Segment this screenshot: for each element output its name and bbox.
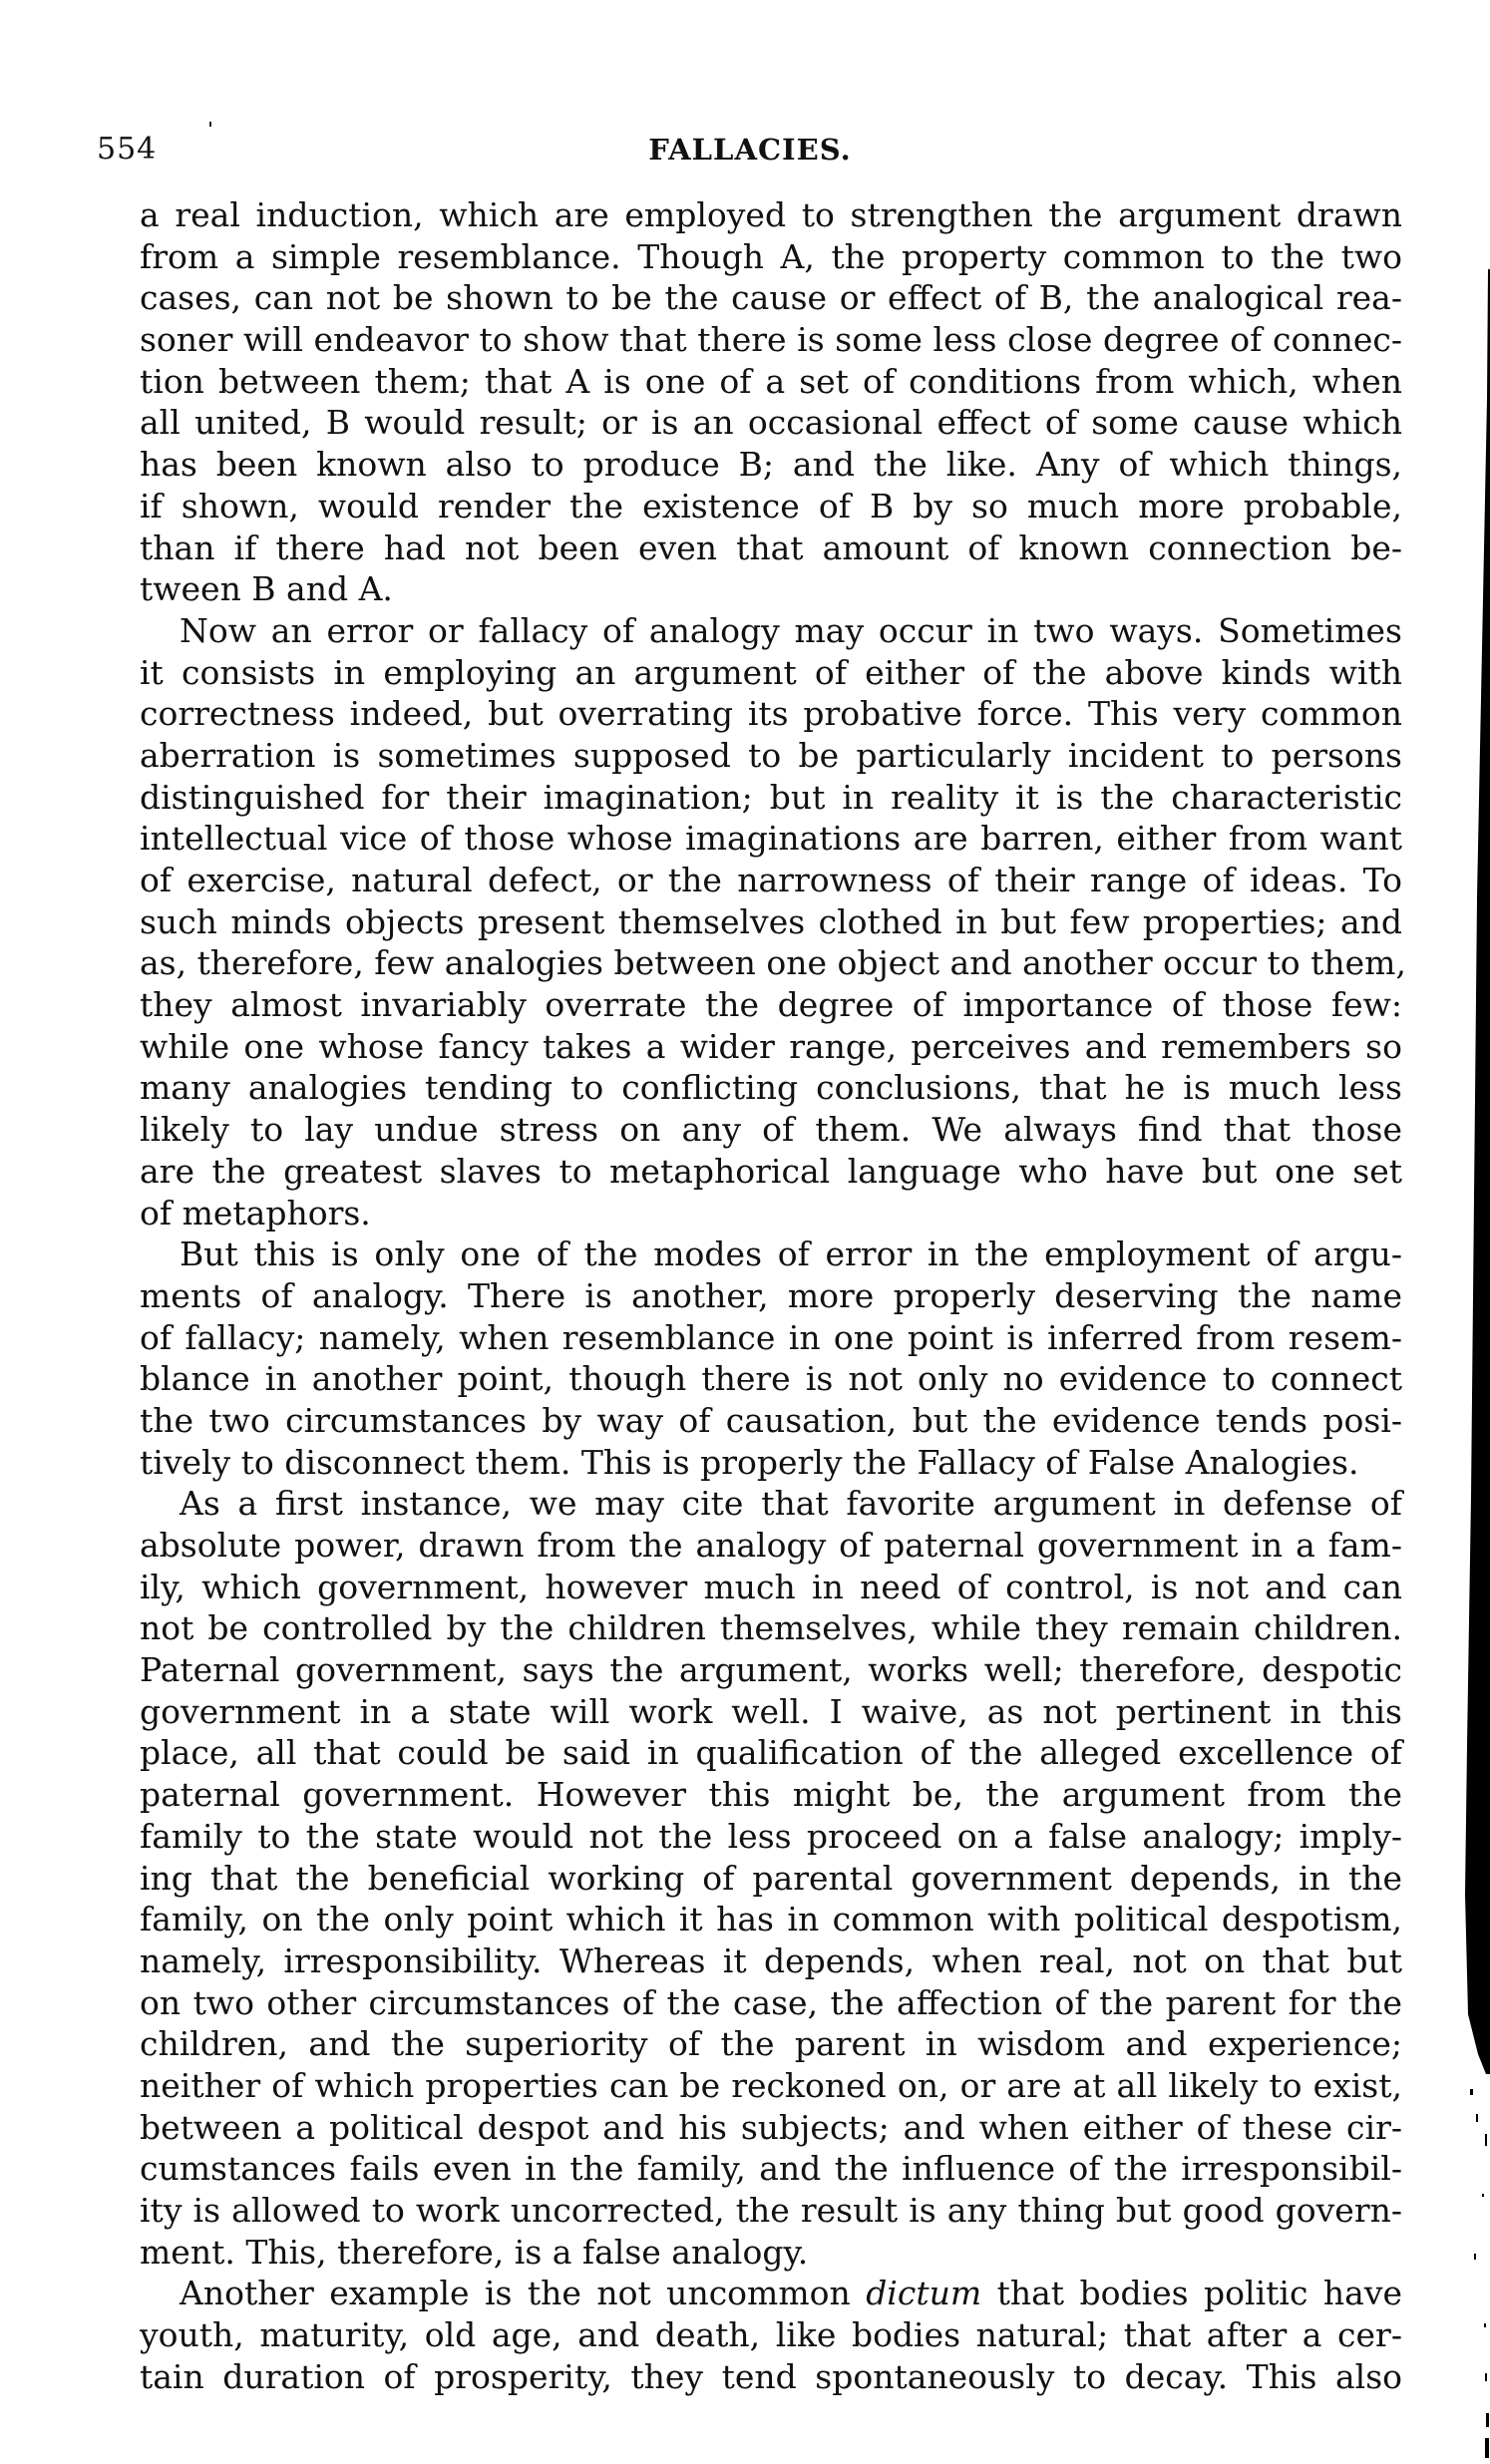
body-text [140,194,1406,2397]
text-line: as, therefore, few analogies between one object and another occur to them, [140,943,1406,983]
page-number: 554 [97,132,158,167]
text-line: between a political despot and his subjects; and when either of these cir- [140,2107,1402,2147]
text-line: neither of which properties can be reckoned on, or are at all likely to exist, [140,2065,1402,2105]
page-edge-shadow [1430,0,1490,2464]
text-line: As a first instance, we may cite that favorite argument in defense of [180,1484,1402,1524]
text-line: blance in another point, though there is not only no evidence to connect [140,1359,1402,1399]
text-line: namely, irresponsibility. Whereas it depends, when real, not on that but [140,1940,1402,1980]
text-run: Another example is the not uncommon [180,2274,867,2313]
text-line: ment. This, therefore, is a false analogy. [140,2232,809,2272]
text-line [140,2273,1402,2314]
italic-term: dictum [866,2274,982,2313]
text-line: the two circumstances by way of causation, but the evidence tends posi- [140,1400,1402,1440]
text-line: not be controlled by the children themselves, while they remain children. [140,1608,1402,1648]
text-line: absolute power, drawn from the analogy of paternal government in a fam- [140,1526,1402,1565]
text-line: on two other circumstances of the case, the affection of the parent for the [140,1982,1402,2022]
ink-speck [209,122,211,127]
text-line: all united, B would result; or is an occasional effect of some cause which [140,403,1402,443]
text-line: Paternal government, says the argument, works well; therefore, despotic [140,1650,1402,1690]
text-line: soner will endeavor to show that there is some less close degree of connec- [140,320,1402,360]
text-line: of exercise, natural defect, or the narrowness of their range of ideas. To [140,861,1402,899]
text-line: are the greatest slaves to metaphorical language who have but one set [140,1151,1402,1191]
text-line: correctness indeed, but overrating its probative force. This very common [140,694,1402,734]
text-line: of fallacy; namely, when resemblance in one point is inferred from resem- [140,1317,1402,1357]
text-run: that bodies politic have [981,2274,1402,2313]
text-line: they almost invariably overrate the degree of importance of those few: [140,985,1402,1025]
paragraph [140,1483,1402,2273]
text-line: likely to lay undue stress on any of them. We always find that those [140,1110,1402,1150]
text-line: cases, can not be shown to be the cause or effect of B, the analogical rea- [140,278,1402,318]
text-line: a real induction, which are employed to strengthen the argument drawn [140,195,1402,234]
text-line: than if there had not been even that amount of known connection be- [140,528,1402,567]
text-line: ity is allowed to work uncorrected, the result is any thing but good govern- [140,2191,1402,2230]
text-line: intellectual vice of those whose imaginations are barren, either from want [140,819,1402,859]
text-line: while one whose fancy takes a wider range, perceives and remembers so [140,1026,1402,1066]
text-line: But this is only one of the modes of error in the employment of argu- [180,1234,1402,1274]
text-line: Now an error or fallacy of analogy may occur in two ways. Sometimes [180,610,1402,650]
text-line: ily, which government, however much in need of control, is not and can [140,1567,1402,1606]
running-head [97,128,1403,172]
running-title: FALLACIES. [648,133,852,167]
text-line: place, all that could be said in qualification of the alleged excellence of [140,1733,1402,1773]
text-line: tively to disconnect them. This is properly the Fallacy of False Analogies. [140,1442,1359,1482]
text-line: cumstances fails even in the family, and the influence of the irresponsibil- [140,2149,1402,2189]
text-line: such minds objects present themselves clothed in but few properties; and [140,901,1402,941]
text-line: if shown, would render the existence of B by so much more probable, [140,486,1402,526]
text-line: paternal government. However this might be, the argument from the [140,1775,1402,1815]
paragraph [140,194,1402,610]
text-line: children, and the superiority of the parent in wisdom and experience; [140,2024,1402,2064]
paragraph [140,610,1406,1233]
paragraph [140,2273,1402,2397]
text-line: from a simple resemblance. Though A, the property common to the two [140,236,1402,276]
text-line: ing that the beneficial working of parental government depends, in the [140,1858,1402,1898]
text-line: family, on the only point which it has in common with political despotism, [140,1900,1402,1939]
text-line: has been known also to produce B; and the like. Any of which things, [140,445,1402,485]
text-line: of metaphors. [140,1193,371,1232]
text-line: family to the state would not the less proceed on a false analogy; imply- [140,1816,1402,1856]
paragraph [140,1233,1402,1483]
text-line: tain duration of prosperity, they tend spontaneously to decay. This also [140,2356,1402,2396]
text-line: government in a state will work well. I waive, as not pertinent in this [140,1691,1402,1731]
text-line: aberration is sometimes supposed to be particularly incident to persons [140,735,1402,775]
text-line: youth, maturity, old age, and death, like bodies natural; that after a cer- [140,2315,1402,2355]
text-line: tween B and A. [140,569,393,609]
text-line: distinguished for their imagination; but in reality it is the characteristic [140,777,1402,817]
text-line: it consists in employing an argument of either of the above kinds with [140,652,1402,692]
text-line: tion between them; that A is one of a set of conditions from which, when [140,361,1402,401]
text-line: many analogies tending to conflicting conclusions, that he is much less [140,1068,1402,1108]
text-line: ments of analogy. There is another, more properly deserving the name [140,1275,1402,1315]
